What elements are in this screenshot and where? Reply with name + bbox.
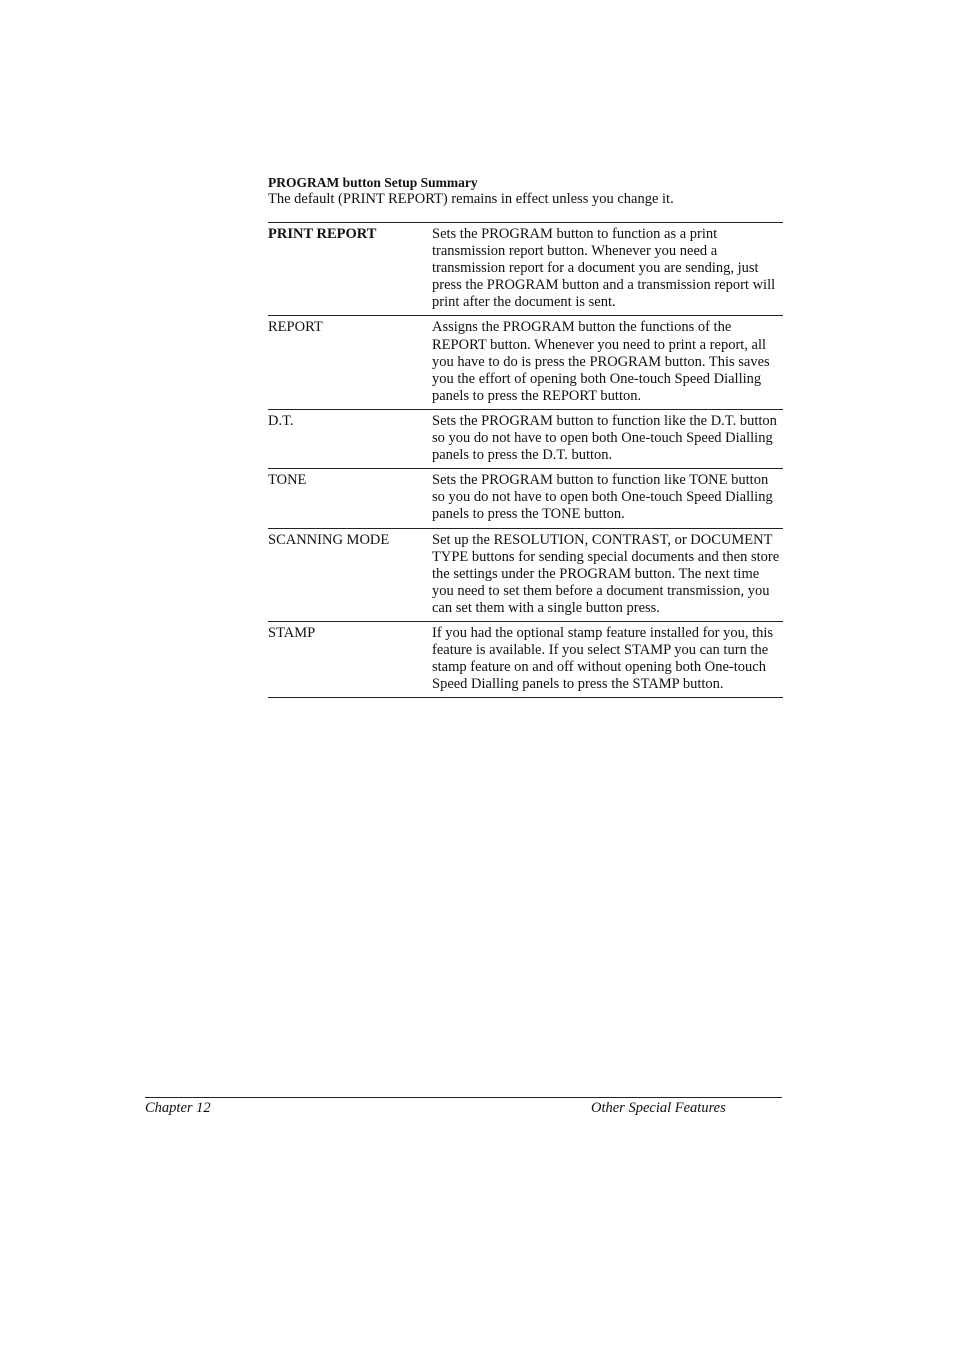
footer-divider bbox=[145, 1097, 782, 1098]
setting-term: TONE bbox=[268, 469, 432, 528]
setting-description: If you had the optional stamp feature installed for you, this feature is available. If you select STAMP you can turn the stamp feature on and off without opening both One-touch Speed Dialling panels to press the STAMP button. bbox=[432, 621, 783, 697]
setting-term: SCANNING MODE bbox=[268, 528, 432, 621]
setting-description: Assigns the PROGRAM button the functions of the REPORT button. Whenever you need to print a report, all you have to do is press the PROGRAM button. This saves you the effort of opening both One-touch Speed Dialling panels to press the REPORT button. bbox=[432, 316, 783, 409]
table-row bbox=[268, 223, 783, 316]
setting-term: PRINT REPORT bbox=[268, 223, 432, 316]
footer-section-title: Other Special Features bbox=[591, 1100, 726, 1116]
page-content bbox=[268, 174, 783, 698]
setting-description: Sets the PROGRAM button to function like the D.T. button so you do not have to open both One-touch Speed Dialling panels to press the D.T. button. bbox=[432, 409, 783, 468]
setting-term: D.T. bbox=[268, 409, 432, 468]
setting-term: STAMP bbox=[268, 621, 432, 697]
setting-description: Sets the PROGRAM button to function as a print transmission report button. Whenever you need a transmission report for a document you are sending, just press the PROGRAM button and a transmission report will print after the document is sent. bbox=[432, 223, 783, 316]
table-row bbox=[268, 528, 783, 621]
section-intro: The default (PRINT REPORT) remains in effect unless you change it. bbox=[268, 191, 674, 207]
table-row bbox=[268, 409, 783, 468]
setting-description: Set up the RESOLUTION, CONTRAST, or DOCUMENT TYPE buttons for sending special documents and then store the settings under the PROGRAM button. The next time you need to set them before a document transmission, you can set them with a single button press. bbox=[432, 528, 783, 621]
setting-description: Sets the PROGRAM button to function like TONE button so you do not have to open both One-touch Speed Dialling panels to press the TONE button. bbox=[432, 469, 783, 528]
setting-term: REPORT bbox=[268, 316, 432, 409]
settings-table bbox=[268, 222, 783, 698]
table-row bbox=[268, 469, 783, 528]
footer-chapter: Chapter 12 bbox=[145, 1100, 211, 1116]
table-row bbox=[268, 621, 783, 697]
section-title: PROGRAM button Setup Summary bbox=[268, 175, 478, 190]
table-row bbox=[268, 316, 783, 409]
